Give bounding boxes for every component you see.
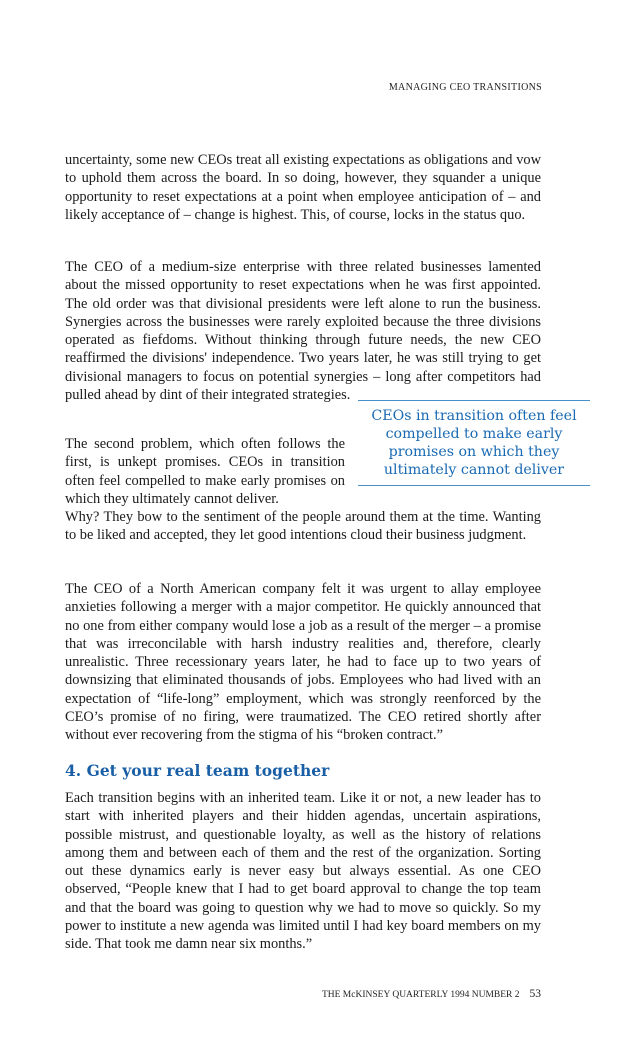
paragraph-3: The second problem, which often follows the first, is unkept promises. CEOs in transition often feel compelled to make early promises on which they ultimately cannot deliver. bbox=[65, 436, 345, 507]
paragraph-1: uncertainty, some new CEOs treat all existing expectations as obligations and vow to uphold them across the board. In so doing, however, they squander a unique opportunity to reset expectations at a point when employee anticipation of – and likely acceptance of – change is highest. This, of course, locks in the status quo. bbox=[65, 152, 541, 223]
section-heading: 4. Get your real team together bbox=[65, 761, 330, 780]
page-number: 53 bbox=[529, 988, 541, 1000]
running-head: MANAGING CEO TRANSITIONS bbox=[388, 82, 542, 93]
pull-quote bbox=[358, 400, 590, 486]
paragraph-2: The CEO of a medium-size enterprise with three related businesses lamented about the missed opportunity to reset expectations when he was first appointed. The old order was that divisional presidents were left alone to run the business. Synergies across the businesses were rarely exploited because the three divisions operated as fiefdoms. Without thinking through future needs, the new CEO reaffirmed the divisions' independence. Two years later, he was still trying to get divisional managers to focus on potential synergies – long after competitors had pulled ahead by dint of their integrated strategies. bbox=[65, 259, 541, 404]
page-footer bbox=[322, 988, 541, 1000]
pull-quote-text: CEOs in transition often feel compelled to make early promises on which they ultimately cannot deliver bbox=[371, 408, 577, 478]
paragraph-5: Each transition begins with an inherited team. Like it or not, a new leader has to start with inherited players and their hidden agendas, uncertain aspirations, possible mistrust, and questionable loyalty, as well as the history of relations among them and between each of them and the rest of the organization. Sorting out these dynamics early is never easy but always essential. As one CEO observed, “People knew that I had to get board approval to change the top team and that the board was going to question why we had to move so quickly. So my power to institute a new agenda was limited until I had key board members on my side. That took me damn near six months.” bbox=[65, 790, 541, 953]
paragraph-4: The CEO of a North American company felt it was urgent to allay employee anxieties following a merger with a major competitor. He quickly announced that no one from either company would lose a job as a result of the merger – a promise that was irreconcilable with harsh industry realities and, therefore, clearly unrealistic. Three recessionary years later, he had to face up to two years of downsizing that eliminated thousands of jobs. Employees who had lived with an expectation of “life-long” employment, which was strongly reenforced by the CEO’s promise of no firing, were traumatized. The CEO retired shortly after without ever recovering from the stigma of his “broken contract.” bbox=[65, 581, 541, 744]
footer-journal: THE McKINSEY QUARTERLY 1994 NUMBER 2 bbox=[321, 990, 520, 1000]
paragraph-3-continued: Why? They bow to the sentiment of the people around them at the time. Wanting to be liked and accepted, they let good intentions cloud their business judgment. bbox=[65, 509, 541, 544]
